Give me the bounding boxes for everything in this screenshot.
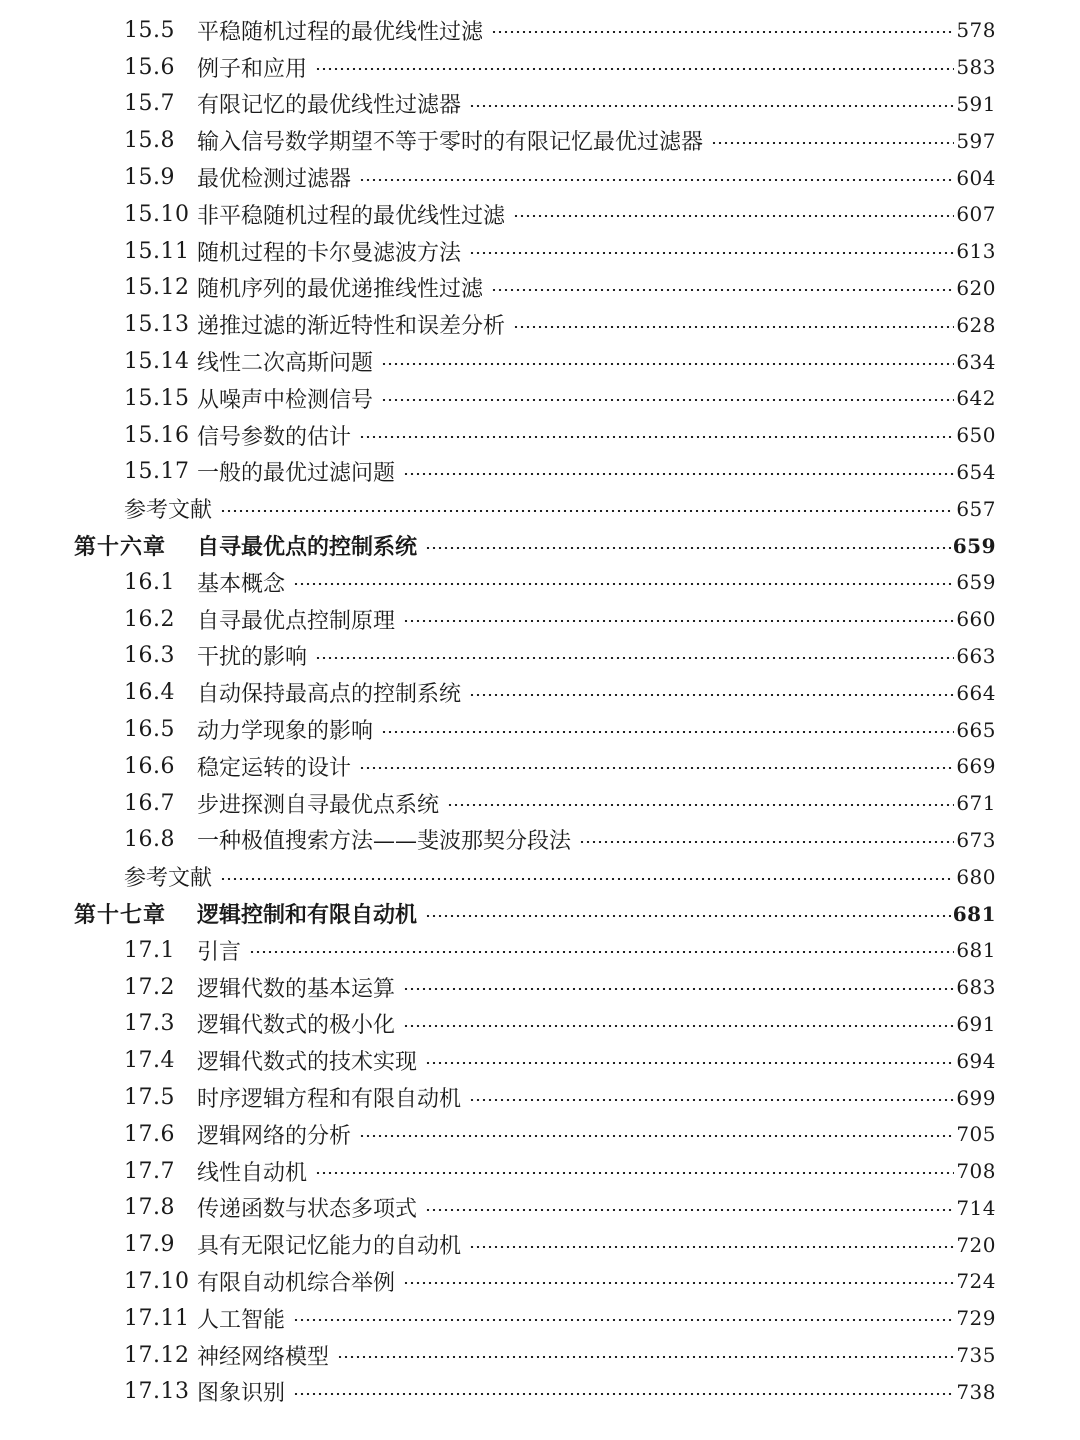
entry-page-number: 724 bbox=[956, 1269, 996, 1294]
dot-leader bbox=[711, 142, 954, 144]
entry-title: 参考文献 bbox=[124, 866, 213, 892]
dot-leader bbox=[381, 363, 954, 365]
entry-page-number: 691 bbox=[956, 1011, 996, 1036]
section-entry[interactable] bbox=[0, 1300, 1080, 1337]
section-entry[interactable] bbox=[0, 122, 1080, 159]
dot-leader bbox=[337, 1356, 954, 1358]
entry-page-number: 673 bbox=[956, 827, 996, 852]
entry-title: 从噪声中检测信号 bbox=[197, 387, 374, 413]
entry-title: 随机序列的最优递推线性过滤 bbox=[197, 277, 484, 303]
section-entry[interactable] bbox=[0, 932, 1080, 969]
entry-page-number: 729 bbox=[956, 1306, 996, 1331]
entry-title: 引言 bbox=[197, 939, 242, 965]
leader-row bbox=[0, 122, 956, 159]
dot-leader bbox=[403, 1025, 954, 1027]
leader-row bbox=[0, 748, 956, 785]
entry-page-number: 657 bbox=[956, 496, 996, 521]
entry-title: 稳定运转的设计 bbox=[197, 755, 352, 781]
dot-leader bbox=[425, 1062, 954, 1064]
entry-title: 传递函数与状态多项式 bbox=[197, 1197, 418, 1223]
section-entry[interactable] bbox=[0, 1153, 1080, 1190]
dot-leader bbox=[293, 583, 954, 585]
entry-page-number: 735 bbox=[956, 1343, 996, 1368]
entry-page-number: 660 bbox=[956, 607, 996, 632]
leader-row bbox=[0, 270, 956, 307]
entry-number: 15.16 bbox=[124, 422, 190, 448]
entry-number: 15.6 bbox=[124, 54, 175, 80]
dot-leader bbox=[315, 68, 954, 70]
leader-row bbox=[0, 1373, 956, 1410]
entry-title: 具有无限记忆能力的自动机 bbox=[197, 1234, 462, 1260]
entry-title: 线性二次高斯问题 bbox=[197, 351, 374, 377]
dot-leader bbox=[359, 1135, 954, 1137]
table-of-contents bbox=[0, 12, 1080, 1410]
leader-row bbox=[0, 638, 956, 675]
leader-row bbox=[0, 12, 956, 49]
section-entry[interactable] bbox=[0, 674, 1080, 711]
leader-row bbox=[0, 490, 956, 527]
entry-page-number: 665 bbox=[956, 717, 996, 742]
leader-row bbox=[0, 1263, 956, 1300]
section-entry[interactable] bbox=[0, 196, 1080, 233]
entry-title: 非平稳随机过程的最优线性过滤 bbox=[197, 203, 506, 229]
section-entry[interactable] bbox=[0, 306, 1080, 343]
entry-page-number: 681 bbox=[956, 938, 996, 963]
entry-number: 16.7 bbox=[124, 790, 175, 816]
dot-leader bbox=[359, 436, 954, 438]
section-entry[interactable] bbox=[0, 417, 1080, 454]
entry-number: 第十七章 bbox=[74, 902, 167, 929]
entry-number: 17.5 bbox=[124, 1085, 175, 1110]
entry-number: 16.2 bbox=[124, 606, 175, 632]
entry-title: 例子和应用 bbox=[197, 56, 308, 82]
entry-number: 16.1 bbox=[124, 569, 175, 595]
section-entry[interactable] bbox=[0, 564, 1080, 601]
entry-title: 最优检测过滤器 bbox=[197, 167, 352, 193]
entry-title: 平稳随机过程的最优线性过滤 bbox=[197, 19, 484, 45]
leader-row bbox=[0, 1300, 956, 1337]
entry-number: 17.9 bbox=[124, 1232, 175, 1258]
entry-page-number: 699 bbox=[956, 1085, 996, 1110]
dot-leader bbox=[315, 1172, 954, 1174]
dot-leader bbox=[491, 31, 954, 33]
dot-leader bbox=[249, 951, 954, 953]
section-entry[interactable] bbox=[0, 1263, 1080, 1300]
leader-row bbox=[0, 895, 953, 932]
entry-page-number: 659 bbox=[952, 533, 996, 558]
entry-page-number: 663 bbox=[956, 643, 996, 668]
section-entry[interactable] bbox=[0, 1373, 1080, 1410]
entry-page-number: 664 bbox=[956, 680, 996, 705]
section-entry[interactable] bbox=[0, 380, 1080, 417]
leader-row bbox=[0, 380, 956, 417]
leader-row bbox=[0, 1116, 956, 1153]
entry-page-number: 642 bbox=[956, 386, 996, 411]
entry-number: 17.3 bbox=[124, 1011, 175, 1037]
dot-leader bbox=[447, 804, 954, 806]
entry-page-number: 607 bbox=[956, 202, 996, 227]
entry-number: 15.15 bbox=[124, 385, 190, 411]
leader-row bbox=[0, 601, 956, 638]
section-entry[interactable] bbox=[0, 1226, 1080, 1263]
leader-row bbox=[0, 49, 956, 86]
entry-number: 15.5 bbox=[124, 17, 175, 43]
entry-title: 干扰的影响 bbox=[197, 645, 308, 671]
leader-row bbox=[0, 858, 956, 895]
entry-number: 17.12 bbox=[124, 1342, 190, 1368]
entry-page-number: 650 bbox=[956, 423, 996, 448]
dot-leader bbox=[293, 1393, 954, 1395]
dot-leader bbox=[359, 767, 954, 769]
entry-title: 递推过滤的渐近特性和误差分析 bbox=[197, 314, 506, 340]
leader-row bbox=[0, 932, 956, 969]
entry-page-number: 620 bbox=[956, 275, 996, 300]
entry-number: 15.7 bbox=[124, 91, 175, 117]
entry-title: 逻辑代数的基本运算 bbox=[197, 976, 396, 1002]
dot-leader bbox=[381, 731, 954, 733]
entry-number: 15.17 bbox=[124, 459, 190, 485]
entry-page-number: 578 bbox=[956, 18, 996, 43]
entry-page-number: 634 bbox=[956, 349, 996, 374]
leader-row bbox=[0, 1190, 956, 1227]
dot-leader bbox=[403, 988, 954, 990]
leader-row bbox=[0, 969, 956, 1006]
entry-page-number: 604 bbox=[956, 165, 996, 190]
entry-title: 自寻最优点的控制系统 bbox=[197, 534, 418, 561]
entry-number: 17.4 bbox=[124, 1048, 175, 1074]
leader-row bbox=[0, 306, 956, 343]
entry-page-number: 591 bbox=[956, 91, 996, 116]
leader-row bbox=[0, 711, 956, 748]
entry-title: 随机过程的卡尔曼滤波方法 bbox=[197, 240, 462, 266]
references-entry[interactable] bbox=[0, 858, 1080, 895]
chapter-entry[interactable] bbox=[0, 527, 1080, 564]
entry-page-number: 681 bbox=[952, 901, 996, 926]
entry-page-number: 654 bbox=[956, 459, 996, 484]
dot-leader bbox=[220, 878, 954, 880]
leader-row bbox=[0, 233, 956, 270]
leader-row bbox=[0, 674, 956, 711]
leader-row bbox=[0, 343, 956, 380]
section-entry[interactable] bbox=[0, 822, 1080, 859]
dot-leader bbox=[469, 694, 954, 696]
dot-leader bbox=[491, 289, 954, 291]
section-entry[interactable] bbox=[0, 1190, 1080, 1227]
leader-row bbox=[0, 822, 956, 859]
entry-title: 动力学现象的影响 bbox=[197, 719, 374, 745]
entry-page-number: 714 bbox=[956, 1195, 996, 1220]
dot-leader bbox=[469, 1099, 954, 1101]
leader-row bbox=[0, 1153, 956, 1190]
entry-page-number: 738 bbox=[956, 1379, 996, 1404]
entry-number: 17.2 bbox=[124, 974, 175, 1000]
dot-leader bbox=[381, 399, 954, 401]
leader-row bbox=[0, 1042, 956, 1079]
section-entry[interactable] bbox=[0, 49, 1080, 86]
dot-leader bbox=[220, 510, 954, 512]
entry-title: 逻辑控制和有限自动机 bbox=[197, 902, 418, 929]
entry-number: 17.13 bbox=[124, 1379, 190, 1405]
entry-page-number: 583 bbox=[956, 55, 996, 80]
section-entry[interactable] bbox=[0, 159, 1080, 196]
entry-page-number: 705 bbox=[956, 1122, 996, 1147]
entry-number: 17.6 bbox=[124, 1121, 175, 1147]
dot-leader bbox=[469, 105, 954, 107]
references-entry[interactable] bbox=[0, 490, 1080, 527]
section-entry[interactable] bbox=[0, 1006, 1080, 1043]
leader-row bbox=[0, 1226, 956, 1263]
dot-leader bbox=[513, 326, 954, 328]
entry-page-number: 628 bbox=[956, 312, 996, 337]
dot-leader bbox=[403, 473, 954, 475]
entry-number: 15.9 bbox=[124, 165, 175, 191]
leader-row bbox=[0, 86, 956, 123]
dot-leader bbox=[513, 215, 954, 217]
entry-page-number: 597 bbox=[956, 128, 996, 153]
entry-title: 有限记忆的最优线性过滤器 bbox=[197, 93, 462, 119]
dot-leader bbox=[315, 657, 954, 659]
dot-leader bbox=[425, 1209, 954, 1211]
section-entry[interactable] bbox=[0, 1116, 1080, 1153]
section-entry[interactable] bbox=[0, 86, 1080, 123]
section-entry[interactable] bbox=[0, 711, 1080, 748]
entry-page-number: 708 bbox=[956, 1159, 996, 1184]
dot-leader bbox=[293, 1319, 954, 1321]
entry-title: 步进探测自寻最优点系统 bbox=[197, 792, 440, 818]
entry-number: 17.8 bbox=[124, 1195, 175, 1221]
entry-number: 16.5 bbox=[124, 717, 175, 743]
entry-title: 基本概念 bbox=[197, 571, 286, 597]
chapter-entry[interactable] bbox=[0, 895, 1080, 932]
entry-number: 17.11 bbox=[124, 1305, 190, 1331]
entry-title: 信号参数的估计 bbox=[197, 424, 352, 450]
section-entry[interactable] bbox=[0, 601, 1080, 638]
entry-title: 人工智能 bbox=[197, 1307, 286, 1333]
entry-title: 时序逻辑方程和有限自动机 bbox=[197, 1087, 462, 1112]
dot-leader bbox=[425, 915, 951, 917]
leader-row bbox=[0, 785, 956, 822]
dot-leader bbox=[359, 179, 954, 181]
entry-title: 有限自动机综合举例 bbox=[197, 1270, 396, 1296]
section-entry[interactable] bbox=[0, 785, 1080, 822]
entry-title: 自动保持最高点的控制系统 bbox=[197, 682, 462, 708]
entry-title: 逻辑代数式的极小化 bbox=[197, 1013, 396, 1039]
section-entry[interactable] bbox=[0, 454, 1080, 491]
entry-page-number: 694 bbox=[956, 1048, 996, 1073]
leader-row bbox=[0, 196, 956, 233]
dot-leader bbox=[403, 1282, 954, 1284]
entry-number: 15.14 bbox=[124, 349, 190, 375]
section-entry[interactable] bbox=[0, 270, 1080, 307]
entry-page-number: 659 bbox=[956, 570, 996, 595]
section-entry[interactable] bbox=[0, 343, 1080, 380]
leader-row bbox=[0, 454, 956, 491]
entry-title: 自寻最优点控制原理 bbox=[197, 608, 396, 634]
entry-title: 线性自动机 bbox=[197, 1160, 308, 1186]
entry-title: 输入信号数学期望不等于零时的有限记忆最优过滤器 bbox=[197, 130, 704, 156]
entry-page-number: 683 bbox=[956, 975, 996, 1000]
section-entry[interactable] bbox=[0, 1079, 1080, 1116]
section-entry[interactable] bbox=[0, 638, 1080, 675]
leader-row bbox=[0, 1337, 956, 1374]
leader-row bbox=[0, 417, 956, 454]
dot-leader bbox=[579, 841, 954, 843]
section-entry[interactable] bbox=[0, 1042, 1080, 1079]
entry-page-number: 669 bbox=[956, 754, 996, 779]
dot-leader bbox=[425, 547, 951, 549]
entry-number: 15.8 bbox=[124, 128, 175, 154]
entry-title: 图象识别 bbox=[197, 1381, 286, 1407]
entry-page-number: 613 bbox=[956, 239, 996, 264]
leader-row bbox=[0, 1006, 956, 1043]
dot-leader bbox=[403, 620, 954, 622]
entry-number: 16.3 bbox=[124, 643, 175, 669]
leader-row bbox=[0, 159, 956, 196]
entry-number: 17.10 bbox=[124, 1268, 190, 1294]
entry-number: 15.10 bbox=[124, 201, 190, 227]
entry-title: 参考文献 bbox=[124, 498, 213, 524]
leader-row bbox=[0, 527, 953, 564]
entry-page-number: 671 bbox=[956, 791, 996, 816]
entry-number: 17.1 bbox=[124, 937, 175, 963]
entry-number: 16.6 bbox=[124, 753, 175, 779]
dot-leader bbox=[469, 1246, 954, 1248]
leader-row bbox=[0, 564, 956, 601]
dot-leader bbox=[469, 252, 954, 254]
entry-number: 15.11 bbox=[124, 238, 190, 264]
entry-number: 17.7 bbox=[124, 1158, 175, 1184]
section-entry[interactable] bbox=[0, 748, 1080, 785]
section-entry[interactable] bbox=[0, 969, 1080, 1006]
entry-number: 16.4 bbox=[124, 680, 175, 706]
entry-page-number: 680 bbox=[956, 864, 996, 889]
entry-title: 逻辑代数式的技术实现 bbox=[197, 1050, 418, 1076]
entry-title: 逻辑网络的分析 bbox=[197, 1123, 352, 1149]
section-entry[interactable] bbox=[0, 1337, 1080, 1374]
entry-number: 第十六章 bbox=[74, 534, 167, 561]
entry-title: 神经网络模型 bbox=[197, 1344, 330, 1370]
entry-title: 一种极值搜索方法——斐波那契分段法 bbox=[197, 829, 572, 855]
section-entry[interactable] bbox=[0, 12, 1080, 49]
entry-title: 一般的最优过滤问题 bbox=[197, 461, 396, 487]
leader-row bbox=[0, 1079, 956, 1116]
section-entry[interactable] bbox=[0, 233, 1080, 270]
entry-number: 15.12 bbox=[124, 275, 190, 301]
entry-number: 16.8 bbox=[124, 827, 175, 853]
entry-page-number: 720 bbox=[956, 1232, 996, 1257]
entry-number: 15.13 bbox=[124, 312, 190, 338]
